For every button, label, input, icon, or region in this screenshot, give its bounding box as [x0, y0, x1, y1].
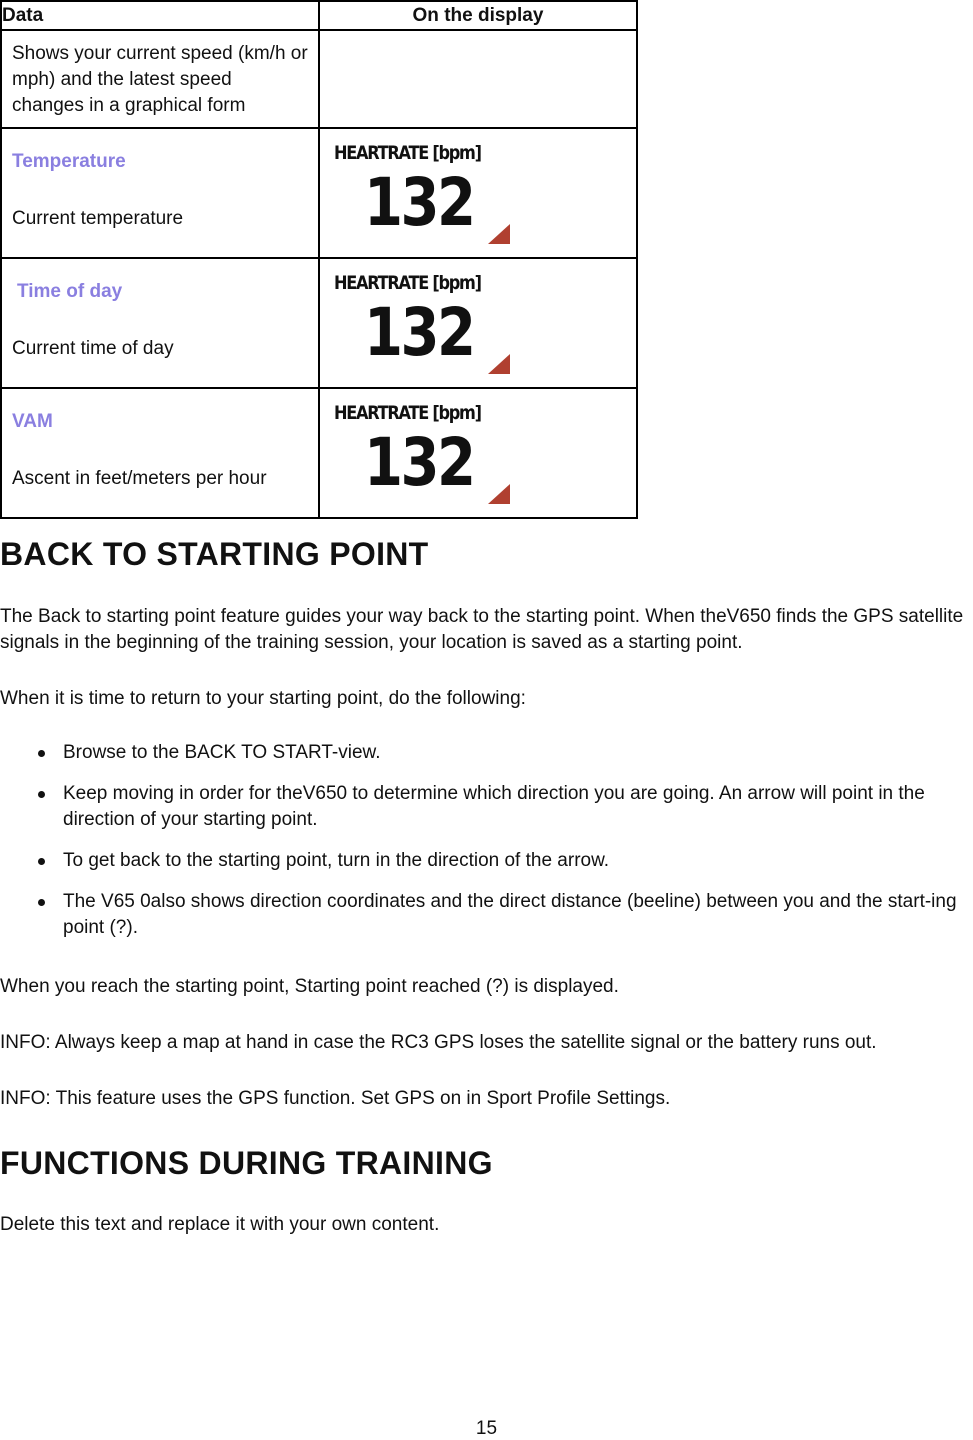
corner-triangle-icon: [488, 354, 510, 374]
data-display-table: [0, 0, 638, 519]
data-description: Ascent in feet/meters per hour: [12, 468, 267, 489]
table-row: [1, 258, 637, 388]
list-item-text: The V65 0also shows direction coordinates and the direct distance (beeline) between you and the start-ing point (?).: [63, 891, 957, 938]
section-heading-functions-during-training: FUNCTIONS DURING TRAINING: [0, 1145, 493, 1181]
instruction-list: [0, 740, 970, 941]
widget-label: HEARTRATE [bpm]: [334, 402, 481, 424]
list-item-text: To get back to the starting point, turn in the direction of the arrow.: [63, 850, 610, 871]
watch-display-widget: [334, 272, 514, 372]
watch-display-widget: [334, 142, 514, 242]
table-row: [1, 388, 637, 518]
bullet-icon: [38, 750, 45, 757]
watch-display-widget: [334, 402, 514, 502]
widget-value: 132: [364, 424, 474, 501]
widget-value: 132: [364, 294, 474, 371]
bullet-icon: [38, 858, 45, 865]
header-data: Data: [1, 1, 319, 30]
speed-display-cell: [319, 30, 637, 128]
data-description: Current temperature: [12, 208, 184, 229]
table-row-speed: [1, 30, 637, 128]
data-description: Current time of day: [12, 338, 174, 359]
info-paragraph-map: INFO: Always keep a map at hand in case the RC3 GPS loses the satellite signal or the battery runs out.: [0, 1032, 877, 1053]
speed-description-cell: [1, 30, 319, 128]
list-item: [0, 889, 970, 941]
section-heading-back-to-starting-point: BACK TO STARTING POINT: [0, 536, 429, 572]
placeholder-paragraph: Delete this text and replace it with your own content.: [0, 1214, 440, 1235]
data-cell: [1, 258, 319, 388]
table-row: [1, 128, 637, 258]
corner-triangle-icon: [488, 484, 510, 504]
data-name: Time of day: [17, 281, 123, 302]
list-item: [0, 848, 970, 874]
intro-paragraph: The Back to starting point feature guides your way back to the starting point. When theV650 finds the GPS satellite signals in the beginning of the training session, your location is saved as a starting point.: [0, 606, 964, 653]
data-cell: [1, 388, 319, 518]
display-cell: [319, 128, 637, 258]
list-item: [0, 781, 970, 833]
list-item: [0, 740, 970, 766]
widget-label: HEARTRATE [bpm]: [334, 272, 481, 294]
lead-paragraph: When it is time to return to your starting point, do the following:: [0, 688, 526, 709]
display-cell: [319, 258, 637, 388]
data-name: Temperature: [12, 151, 126, 172]
corner-triangle-icon: [488, 224, 510, 244]
data-cell: [1, 128, 319, 258]
list-item-text: Browse to the BACK TO START-view.: [63, 742, 381, 763]
bullet-icon: [38, 791, 45, 798]
info-paragraph-gps: INFO: This feature uses the GPS function. Set GPS on in Sport Profile Settings.: [0, 1088, 671, 1109]
bullet-icon: [38, 899, 45, 906]
page-number: 15: [475, 1418, 498, 1439]
widget-value: 132: [364, 164, 474, 241]
header-on-the-display: On the display: [319, 1, 637, 30]
list-item-text: Keep moving in order for theV650 to determine which direction you are going. An arrow will point in the direction of your starting point.: [63, 783, 925, 830]
data-name: VAM: [12, 411, 53, 432]
reached-paragraph: When you reach the starting point, Starting point reached (?) is displayed.: [0, 976, 619, 997]
display-cell: [319, 388, 637, 518]
widget-label: HEARTRATE [bpm]: [334, 142, 481, 164]
table-header-row: [1, 1, 637, 30]
speed-description: Shows your current speed (km/h or mph) and the latest speed changes in a graphical form: [12, 43, 308, 116]
